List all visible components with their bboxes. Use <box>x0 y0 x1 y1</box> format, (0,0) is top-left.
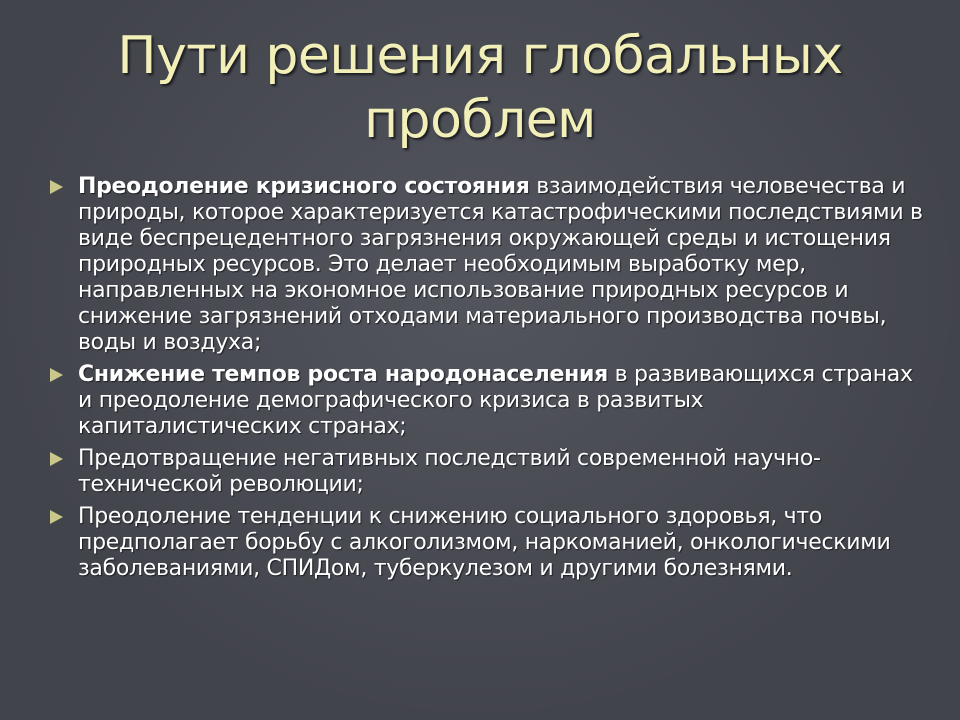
slide-title <box>80 24 880 152</box>
title-line-1: Пути решения глобальных <box>117 26 843 86</box>
bullet-4-text: Преодоление тенденции к снижению социального здоровья, что предполагает борьбу с алкоголизмом, наркоманией, онкологическими заболеваниями, СПИДом, туберкулезом и другими болезнями. <box>78 504 891 581</box>
triangle-right-icon <box>50 180 63 194</box>
title-line-2: проблем <box>364 90 596 150</box>
bullet-item-2 <box>50 362 930 440</box>
bullet-item-4 <box>50 504 930 582</box>
bullet-2-bold-text: Снижение темпов роста народонаселения <box>78 362 608 387</box>
bullet-1-bold-text: Преодоление кризисного состояния <box>78 174 530 199</box>
triangle-right-icon <box>50 452 63 466</box>
bullet-list <box>50 174 930 588</box>
bullet-1-text: взаимодействия человечества и природы, которое характеризуется катастрофическими последствиями в виде беспрецедентного загрязнения окружающей среды и истощения природных ресурсов. Это делает необходимым выработку мер, направленных на экономное использование природных ресурсов и снижение загрязнений отходами материального производства почвы, воды и воздуха; <box>78 174 923 355</box>
bullet-item-1 <box>50 174 930 356</box>
triangle-right-icon <box>50 510 63 524</box>
bullet-3-text: Предотвращение негативных последствий современной научно-технической революции; <box>78 446 821 497</box>
triangle-right-icon <box>50 368 63 382</box>
bullet-2-text: в развивающихся странах и преодоление демографического кризиса в развитых капиталистических странах; <box>78 362 913 439</box>
bullet-item-3 <box>50 446 930 498</box>
